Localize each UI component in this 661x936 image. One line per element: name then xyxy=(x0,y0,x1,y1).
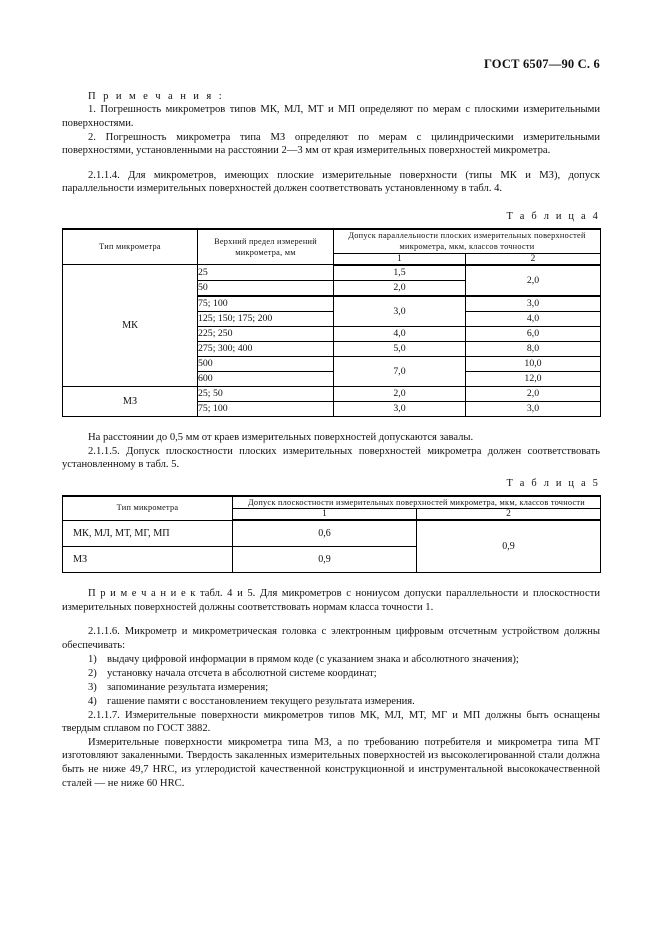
table5-head-type: Тип микрометра xyxy=(63,496,233,521)
table4-class2-value: 6,0 xyxy=(466,326,601,341)
clause-2-1-1-6: 2.1.1.6. Микрометр и микрометрическая головка с электронным цифровым отсчетным устройством должны обеспечивать: xyxy=(62,626,600,651)
table4-type-mk: МК xyxy=(63,265,198,387)
table5-head-class-2: 2 xyxy=(417,509,601,521)
clause-2-1-1-4: 2.1.1.4. Для микрометров, имеющих плоские измерительные поверхности (типы МК и МЗ), допуск параллельности измерительных поверхностей должен соответствовать установленному в табл. 4. xyxy=(62,169,600,195)
table4-head-class-1: 1 xyxy=(334,253,466,265)
table4-head-type: Тип микрометра xyxy=(63,229,198,265)
table4-class2-value: 3,0 xyxy=(466,401,601,416)
table4-type-mz: МЗ xyxy=(63,386,198,416)
table4-limit: 275; 300; 400 xyxy=(198,341,334,356)
table4-limit: 225; 250 xyxy=(198,326,334,341)
table4-limit: 75; 100 xyxy=(198,401,334,416)
table4-limit: 25; 50 xyxy=(198,386,334,401)
list-text: запоминание результата измерения; xyxy=(107,681,269,693)
table4-class2-value: 10,0 xyxy=(466,356,601,371)
table-4 xyxy=(62,228,601,417)
list-item xyxy=(62,667,600,681)
table5-caption: Т а б л и ц а 5 xyxy=(506,477,600,489)
table5-type: МК, МЛ, МТ, МГ, МП xyxy=(63,520,233,547)
list-item xyxy=(62,653,600,667)
table4-class2-value: 2,0 xyxy=(466,386,601,401)
list-text: выдачу цифровой информации в прямом коде (с указанием знака и абсолютного значения); xyxy=(107,653,519,665)
table4-class2-value: 12,0 xyxy=(466,371,601,386)
table4-class1-value: 5,0 xyxy=(334,341,466,356)
list-item xyxy=(62,695,600,709)
table4-limit: 125; 150; 175; 200 xyxy=(198,311,334,326)
page-content xyxy=(62,58,600,790)
table4-caption: Т а б л и ц а 4 xyxy=(506,210,600,222)
running-head: ГОСТ 6507—90 С. 6 xyxy=(483,57,600,71)
list-marker: 1) xyxy=(88,653,97,665)
note-item-2: 2. Погрешность микрометра типа МЗ определяют по мерам с цилиндрическими измерительными поверхностями, установленными на расстоянии 2—3 мм от края измерительных поверхностей микрометра. xyxy=(62,131,600,157)
table4-class2-value: 4,0 xyxy=(466,311,601,326)
table4-limit: 25 xyxy=(198,265,334,281)
table4-header-row-1 xyxy=(63,229,601,254)
list-text: гашение памяти с восстановлением текущего результата измерения. xyxy=(107,695,415,707)
list-item xyxy=(62,681,600,695)
table4-class2-value: 3,0 xyxy=(466,296,601,312)
table5-class2-value: 0,9 xyxy=(417,520,601,573)
table5-head-class-1: 1 xyxy=(233,509,417,521)
clause-2-1-1-6-list xyxy=(62,653,600,709)
table4-class1-value: 2,0 xyxy=(334,386,466,401)
list-marker: 3) xyxy=(88,681,97,693)
table4-class1-value: 7,0 xyxy=(334,356,466,386)
table5-class1-value: 0,9 xyxy=(233,547,417,573)
clause-2-1-1-5: 2.1.1.5. Допуск плоскостности плоских измерительных поверхностей микрометра должен соответствовать установленному в табл. 5. xyxy=(62,445,600,471)
table4-class1-value: 4,0 xyxy=(334,326,466,341)
table-5 xyxy=(62,495,601,574)
note-tables-4-5: П р и м е ч а н и е к табл. 4 и 5. Для микрометров с нониусом допуски параллельности и плоскостности измерительных поверхностей должны соответствовать нормам класса точности 1. xyxy=(62,588,600,613)
table5-header-row-1 xyxy=(63,496,601,509)
table-row xyxy=(63,520,601,547)
list-marker: 2) xyxy=(88,667,97,679)
list-marker: 4) xyxy=(88,695,97,707)
table4-class1-value: 1,5 xyxy=(334,265,466,281)
table4-limit: 600 xyxy=(198,371,334,386)
table4-head-limit: Верхний предел измерений микрометра, мм xyxy=(198,229,334,265)
table4-limit: 50 xyxy=(198,280,334,296)
table5-class1-value: 0,6 xyxy=(233,520,417,547)
note-item-1: 1. Погрешность микрометров типов МК, МЛ, МТ и МП определяют по мерам с плоскими измерительными поверхностями. xyxy=(62,104,600,129)
table-row xyxy=(63,265,601,281)
clause-2-1-1-7: 2.1.1.7. Измерительные поверхности микрометров типов МК, МЛ, МТ, МГ и МП должны быть оснащены твердым сплавом по ГОСТ 3882. xyxy=(62,709,600,735)
table5-type: МЗ xyxy=(63,547,233,573)
table4-class1-value: 3,0 xyxy=(334,296,466,327)
table4-limit: 75; 100 xyxy=(198,296,334,312)
between-line-1: На расстоянии до 0,5 мм от краев измерительных поверхностей допускаются завалы. xyxy=(88,431,474,443)
table4-head-group: Допуск параллельности плоских измерительных поверхностей микрометра, мкм, классов точности xyxy=(334,229,601,254)
table4-class1-value: 2,0 xyxy=(334,280,466,296)
table4-class2-value: 2,0 xyxy=(466,265,601,296)
table4-class2-value: 8,0 xyxy=(466,341,601,356)
table4-limit: 500 xyxy=(198,356,334,371)
notes-heading-text: П р и м е ч а н и я : xyxy=(88,90,225,102)
clause-2-1-1-7-cont: Измерительные поверхности микрометра типа МЗ, а по требованию потребителя и микрометра типа МТ изготовляют закаленными. Твердость закаленных измерительных поверхностей из высоколегированной стали должна быть не ниже 49,7 HRC, из углеродистой качественной конструкционной и инструментальной высококачественной сталей — не ниже 60 HRC. xyxy=(62,736,600,789)
table4-head-class-2: 2 xyxy=(466,253,601,265)
table-row xyxy=(63,386,601,401)
list-text: установку начала отсчета в абсолютной системе координат; xyxy=(107,667,377,679)
table5-head-group: Допуск плоскостности измерительных поверхностей микрометра, мкм, классов точности xyxy=(233,496,601,509)
notes-heading xyxy=(62,90,600,104)
table4-class1-value: 3,0 xyxy=(334,401,466,416)
